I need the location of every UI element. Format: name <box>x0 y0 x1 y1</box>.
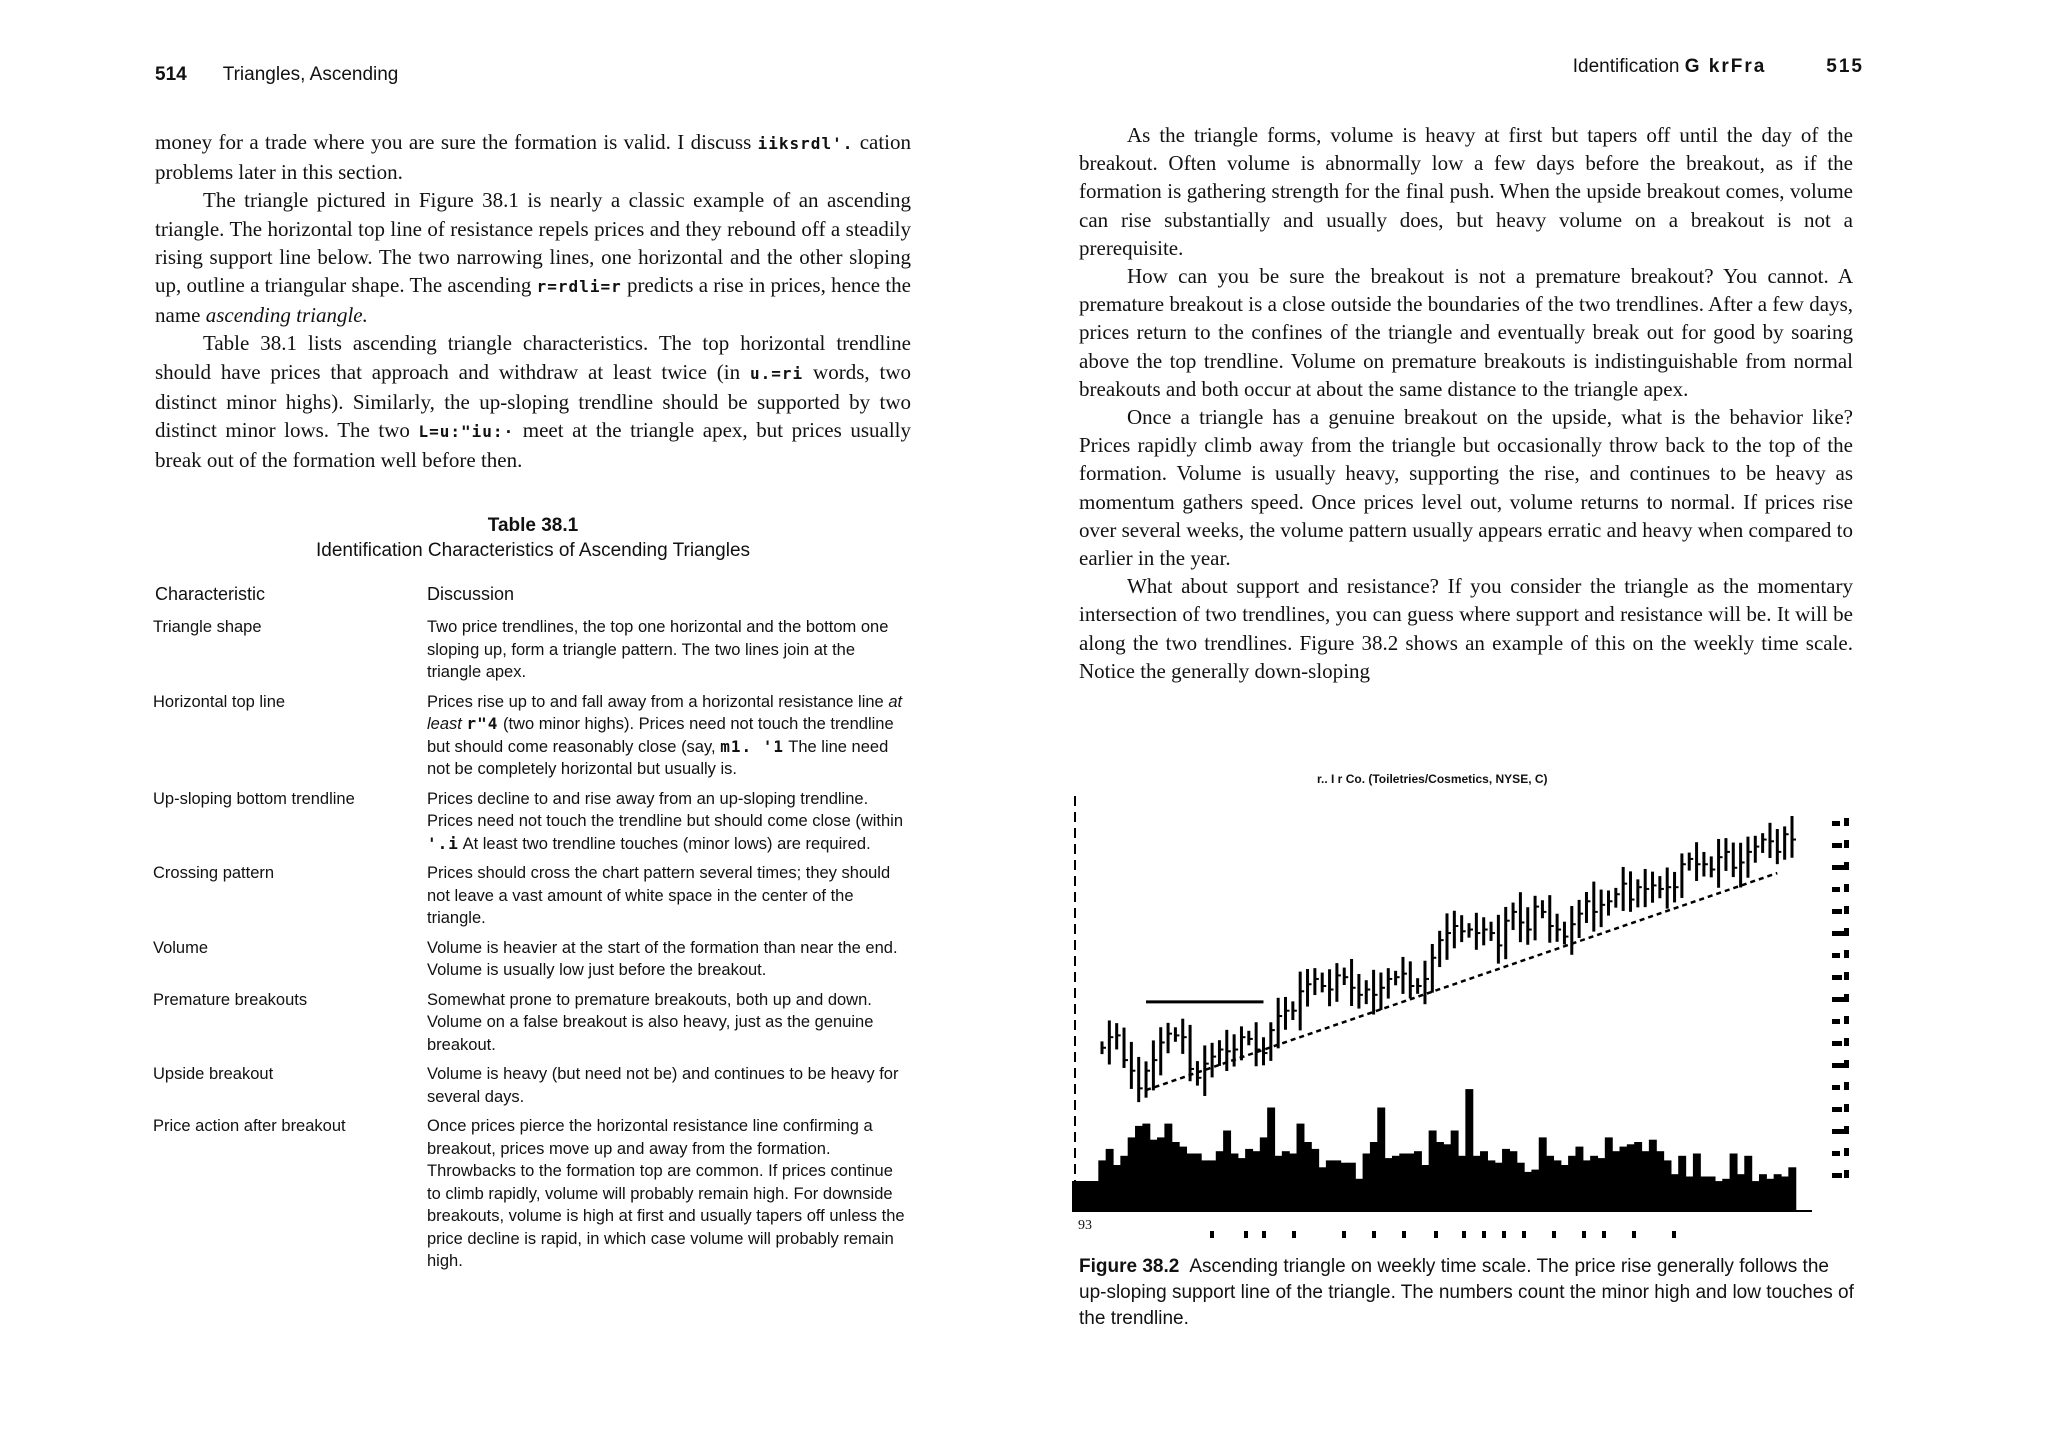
x-axis-tick-label <box>1244 1231 1248 1238</box>
volume-bar <box>1392 1156 1400 1211</box>
table-cell-characteristic: Horizontal top line <box>153 692 286 711</box>
table-cell-characteristic: Upside breakout <box>153 1065 274 1083</box>
volume-bar <box>1656 1151 1664 1211</box>
volume-bar <box>1509 1151 1517 1211</box>
volume-bar <box>1172 1142 1180 1211</box>
table-cell-discussion <box>427 691 905 781</box>
y-axis-tick-label <box>1844 1170 1849 1178</box>
y-axis-tick-label <box>1832 1041 1842 1046</box>
paragraph <box>155 329 911 474</box>
volume-bar <box>1429 1131 1437 1212</box>
y-axis-tick-label <box>1832 843 1842 848</box>
volume-bar <box>1546 1156 1554 1211</box>
table-row <box>153 1115 913 1273</box>
text-run: Prices rise up to and fall away from a horizontal resistance line <box>427 692 889 711</box>
x-axis-tick-label <box>1602 1231 1606 1238</box>
y-axis-tick-label <box>1832 1173 1842 1178</box>
paragraph <box>155 128 911 186</box>
garbled-glyphs: m1. '1 <box>720 736 784 756</box>
volume-bar <box>1399 1154 1407 1212</box>
text-run: words, two distinct minor highs). Similarly, the up-sloping trendline should be supported by two distinct minor lows. The two <box>155 359 911 443</box>
volume-bar <box>1759 1174 1767 1211</box>
text-run: The triangle pictured in Figure 38.1 is nearly a classic example of an ascending triangle. The horizontal top line of resistance repels prices and they rebound off a steadily rising support line below. The two narrowing lines, one horizontal and the other sloping up, outline a triangular shape. The ascending <box>155 188 911 298</box>
volume-bar <box>1216 1151 1224 1211</box>
volume-bar <box>1495 1163 1503 1211</box>
x-axis-tick-label <box>1342 1231 1346 1238</box>
volume-bar <box>1150 1140 1158 1211</box>
table-cell-characteristic: Crossing pattern <box>153 864 275 882</box>
volume-bar <box>1737 1174 1745 1211</box>
y-axis-tick-label <box>1844 840 1849 848</box>
y-axis-tick-label <box>1844 972 1849 980</box>
page-number: 514 <box>155 64 187 85</box>
italic-text: at least <box>427 692 903 733</box>
text-run: At least two trendline touches (minor lows) are required. <box>458 834 871 853</box>
x-axis-tick-label <box>1482 1231 1486 1238</box>
volume-bar <box>1649 1140 1657 1211</box>
volume-bar <box>1385 1158 1393 1211</box>
volume-bar <box>1113 1165 1121 1211</box>
characteristics-table <box>153 616 913 1280</box>
y-axis-tick-label <box>1832 909 1842 914</box>
garbled-glyphs: iiksrdl'. <box>757 134 854 153</box>
text-run: Volume is heavier at the start of the formation than near the end. Volume is usually low just before the breakout. <box>427 938 898 979</box>
volume-bar <box>1282 1151 1290 1211</box>
y-axis-tick-label <box>1844 1126 1849 1134</box>
table-caption <box>155 513 911 563</box>
y-axis-tick-label <box>1832 1107 1842 1112</box>
table-row <box>153 788 913 856</box>
table-cell-discussion <box>427 862 905 930</box>
text-run: How can you be sure the breakout is not a premature breakout? You cannot. A premature breakout is a close outside the boundaries of the two trendlines. After a few days, prices return to the confines of the triangle and eventually break out for good by soaring above the top trendline. Volume on premature breakouts is indistinguishable from normal breakouts and both occur at about the same distance to the triangle apex. <box>1079 264 1853 401</box>
volume-bar <box>1788 1167 1796 1211</box>
table-cell-characteristic: Price action after breakout <box>153 1117 346 1135</box>
paragraph <box>1079 572 1853 685</box>
volume-bar <box>1355 1179 1363 1211</box>
table-row <box>153 937 913 982</box>
body-text-right <box>1079 121 1853 685</box>
text-run: money for a trade where you are sure the formation is valid. I discuss <box>155 130 758 154</box>
text-run: Volume is heavy (but need not be) and continues to be heavy for several days. <box>427 1065 899 1106</box>
text-run: What about support and resistance? If you consider the triangle as the momentary intersection of two trendlines, you can guess where support and resistance will be. It will be along the two trendlines. Figure 38.2 shows an example of this on the weekly time scale. Notice the generally down-sloping <box>1079 574 1853 683</box>
price-volume-chart <box>1072 766 1872 1246</box>
volume-bar <box>1267 1108 1275 1212</box>
table-row <box>153 616 913 684</box>
volume-bar <box>1722 1179 1730 1211</box>
volume-bar <box>1524 1172 1532 1211</box>
volume-bar <box>1245 1149 1253 1211</box>
y-axis-tick-label <box>1832 1151 1840 1156</box>
volume-bar <box>1597 1158 1605 1211</box>
paragraph <box>1079 121 1853 262</box>
x-axis-tick-label <box>1210 1231 1214 1238</box>
volume-bar <box>1208 1160 1216 1211</box>
y-axis-tick-label <box>1832 1085 1840 1090</box>
right-page <box>1024 0 2048 1447</box>
volume-bar <box>1414 1151 1422 1211</box>
volume-bar <box>1260 1137 1268 1211</box>
volume-bar <box>1451 1131 1459 1212</box>
volume-bar <box>1106 1149 1114 1211</box>
table-cell-discussion <box>427 616 905 684</box>
volume-bar <box>1583 1160 1591 1211</box>
y-axis-tick-label <box>1844 1060 1849 1068</box>
paragraph <box>1079 403 1853 572</box>
running-head-title: Identification <box>1572 56 1680 77</box>
volume-bar <box>1531 1170 1539 1211</box>
volume-bar <box>1333 1160 1341 1211</box>
volume-bar <box>1620 1147 1628 1211</box>
y-axis-tick-label <box>1832 1063 1844 1068</box>
volume-bar <box>1553 1160 1561 1211</box>
table-cell-characteristic: Volume <box>153 938 209 957</box>
volume-bar <box>1502 1149 1510 1211</box>
volume-bar <box>1186 1154 1194 1212</box>
y-axis-tick-label <box>1832 931 1844 936</box>
table-cell-discussion <box>427 788 905 856</box>
y-axis-tick-label <box>1844 862 1849 870</box>
volume-bar <box>1072 1181 1102 1211</box>
volume-bar <box>1304 1142 1312 1211</box>
table-cell-characteristic: Triangle shape <box>153 618 262 636</box>
volume-bar <box>1539 1137 1547 1211</box>
x-axis-tick-label <box>1672 1231 1676 1238</box>
volume-bar <box>1128 1137 1136 1211</box>
volume-bar <box>1348 1163 1356 1211</box>
volume-bar <box>1341 1163 1349 1211</box>
volume-bar <box>1120 1156 1128 1211</box>
x-axis-tick-label <box>1552 1231 1556 1238</box>
running-head-right <box>1573 56 1864 78</box>
text-run: Prices decline to and rise away from an up-sloping trendline. Prices need not touch the trendline but should come close (within <box>427 789 904 830</box>
garbled-glyphs: '.i <box>427 833 459 853</box>
volume-bar <box>1465 1089 1473 1211</box>
volume-bar <box>1671 1174 1679 1211</box>
garbled-glyphs: u.=ri <box>749 363 804 383</box>
volume-bar <box>1480 1151 1488 1211</box>
volume-bar <box>1311 1149 1319 1211</box>
x-axis-tick-label <box>1632 1231 1636 1238</box>
volume-bar <box>1627 1144 1635 1211</box>
running-head-left <box>155 64 398 86</box>
text-run: The line need not be completely horizontal but usually is. <box>427 737 889 778</box>
chart-title-text: Co. (Toiletries/Cosmetics, NYSE, C) <box>1345 772 1548 786</box>
text-run: Table 38.1 lists ascending triangle characteristics. The top horizontal trendline should have prices that approach and withdraw at least twice (in <box>155 331 911 384</box>
text-run: Somewhat prone to premature breakouts, both up and down. Volume on a false breakout is also heavy, just as the genuine breakout. <box>427 990 874 1054</box>
chart-title <box>1317 772 1548 786</box>
volume-bar <box>1436 1142 1444 1211</box>
volume-bar <box>1370 1142 1378 1211</box>
text-run: predicts a rise in prices, hence the name <box>155 273 911 328</box>
x-axis-start-label: 93 <box>1078 1218 1092 1233</box>
volume-bar <box>1326 1160 1334 1211</box>
italic-text: ascending triangle. <box>205 303 368 328</box>
table-header-characteristic: Characteristic <box>155 584 266 604</box>
table-title: Identification Characteristics of Ascending Triangles <box>315 540 751 561</box>
x-axis-tick-label <box>1372 1231 1376 1238</box>
y-axis-tick-label <box>1832 1019 1840 1024</box>
volume-bar <box>1142 1124 1150 1211</box>
y-axis-tick-label <box>1832 997 1844 1002</box>
table-cell-characteristic: Premature breakouts <box>153 990 308 1009</box>
volume-bar <box>1230 1154 1238 1212</box>
x-axis-tick-label <box>1462 1231 1466 1238</box>
x-axis-tick-label <box>1262 1231 1266 1238</box>
running-head-garbled: G krFra <box>1684 56 1767 77</box>
figure-caption-text: Ascending triangle on weekly time scale. The price rise generally follows the up-sloping support line of the triangle. The numbers count the minor high and low touches of the trendline. <box>1079 1256 1854 1329</box>
y-axis-tick-label <box>1844 1082 1849 1090</box>
table-row <box>153 862 913 930</box>
volume-bar <box>1377 1108 1385 1212</box>
volume-bar <box>1363 1154 1371 1212</box>
text-run: cation problems later in this section. <box>155 130 912 185</box>
text-run: As the triangle forms, volume is heavy at first but tapers off until the day of the breakout. Often volume is abnormally low a few days before the breakout, as if the formation is gathering strength for the final push. When the upside breakout comes, volume can rise substantially and usually does, but heavy volume on a breakout is not a prerequisite. <box>1079 123 1853 260</box>
paragraph <box>1079 262 1853 403</box>
volume-bar <box>1443 1144 1451 1211</box>
garbled-glyphs: r"4 <box>466 714 499 733</box>
table-row <box>153 691 913 781</box>
volume-bar <box>1590 1156 1598 1211</box>
volume-bar <box>1473 1156 1481 1211</box>
volume-bar <box>1201 1160 1209 1211</box>
volume-bar <box>1605 1137 1613 1211</box>
volume-bar <box>1223 1131 1231 1212</box>
volume-bar <box>1642 1151 1650 1211</box>
volume-bar <box>1568 1156 1576 1211</box>
volume-bar <box>1634 1142 1642 1211</box>
body-text-left <box>155 128 911 474</box>
figure-number: Figure 38.2 <box>1079 1256 1180 1277</box>
y-axis-tick-label <box>1832 865 1844 870</box>
volume-bar <box>1252 1151 1260 1211</box>
volume-bar <box>1752 1181 1760 1211</box>
garbled-glyphs: L=u:"iu:· <box>418 422 515 442</box>
volume-bar <box>1708 1177 1716 1212</box>
table-cell-discussion <box>427 989 905 1057</box>
volume-bar <box>1715 1181 1723 1211</box>
volume-bar <box>1730 1154 1738 1212</box>
volume-bar <box>1297 1124 1305 1211</box>
y-axis-tick-label <box>1844 1016 1849 1024</box>
volume-bar <box>1664 1160 1672 1211</box>
volume-bar <box>1194 1154 1202 1212</box>
volume-bar <box>1487 1160 1495 1211</box>
table-cell-characteristic: Up-sloping bottom trendline <box>153 789 355 808</box>
x-axis-tick-label <box>1292 1231 1296 1238</box>
volume-bar <box>1275 1156 1283 1211</box>
volume-bar <box>1135 1126 1143 1211</box>
y-axis-tick-label <box>1844 884 1849 892</box>
volume-bar <box>1289 1154 1297 1212</box>
volume-bar <box>1781 1177 1789 1212</box>
y-axis-tick-label <box>1832 1129 1844 1134</box>
y-axis-tick-label <box>1844 1104 1849 1112</box>
y-axis-tick-label <box>1844 994 1849 1002</box>
x-axis-tick-label <box>1402 1231 1406 1238</box>
garbled-glyphs: r=rdli=r <box>536 277 622 297</box>
volume-bar <box>1766 1179 1774 1211</box>
y-axis-tick-label <box>1844 1148 1849 1156</box>
x-axis-tick-label <box>1502 1231 1506 1238</box>
volume-bar <box>1157 1137 1165 1211</box>
volume-bar <box>1686 1177 1694 1212</box>
volume-bar <box>1612 1151 1620 1211</box>
y-axis-tick-label <box>1844 928 1849 936</box>
volume-bar <box>1575 1147 1583 1211</box>
volume-bar <box>1744 1156 1752 1211</box>
text-run: Once a triangle has a genuine breakout on the upside, what is the behavior like? Prices rapidly climb away from the triangle but occasionally throw back to the top of the formation. Volume is usually heavy, supporting the rise, and continues to be heavy as momentum gathers speed. Once prices level out, volume returns to normal. If prices rise over several weeks, the volume pattern usually appears erratic and heavy when compared to earlier in the year. <box>1079 405 1853 571</box>
table-cell-discussion <box>427 937 905 982</box>
y-axis-tick-label <box>1832 953 1840 958</box>
volume-bar <box>1319 1167 1327 1211</box>
figure-caption <box>1079 1254 1859 1332</box>
volume-bar <box>1407 1154 1415 1212</box>
volume-bar <box>1517 1163 1525 1211</box>
table-cell-discussion <box>427 1115 905 1273</box>
table-cell-discussion <box>427 1063 905 1108</box>
table-row <box>153 989 913 1057</box>
x-axis-tick-label <box>1522 1231 1526 1238</box>
text-run: Once prices pierce the horizontal resistance line confirming a breakout, prices move up and away from the formation. Throwbacks to the formation top are common. If prices continue to climb rapidly, volume will probably remain high. For downside breakouts, volume is high at first and usually tapers off unless the price decline is rapid, in which case volume will probably remain high. <box>427 1117 905 1270</box>
text-run: (two minor highs). Prices need not touch the trendline but should come reasonably close (say, <box>427 715 894 756</box>
x-axis-tick-label <box>1582 1231 1586 1238</box>
y-axis-tick-label <box>1832 821 1840 826</box>
table-header-discussion: Discussion <box>427 584 515 604</box>
table-row <box>153 1063 913 1108</box>
running-head-title: Triangles, Ascending <box>222 64 399 85</box>
text-run: Prices should cross the chart pattern several times; they should not leave a vast amount of white space in the center of the triangle. <box>427 864 891 927</box>
chart-svg <box>1072 766 1872 1246</box>
volume-bar <box>1164 1124 1172 1211</box>
volume-bar <box>1693 1154 1701 1212</box>
volume-bar <box>1774 1174 1782 1211</box>
chart-title-garbled: r.. I r <box>1317 772 1343 786</box>
text-run: meet at the triangle apex, but prices usually break out of the formation well before then. <box>155 418 911 473</box>
y-axis-tick-label <box>1844 906 1849 914</box>
y-axis-tick-label <box>1844 818 1849 826</box>
volume-bar <box>1678 1156 1686 1211</box>
table-number: Table 38.1 <box>487 515 579 536</box>
y-axis-tick-label <box>1832 975 1842 980</box>
x-axis-tick-label <box>1434 1231 1438 1238</box>
volume-bar <box>1561 1165 1569 1211</box>
y-axis-tick-label <box>1844 950 1849 958</box>
volume-bar <box>1179 1147 1187 1211</box>
y-axis-tick-label <box>1844 1038 1849 1046</box>
volume-bar <box>1238 1158 1246 1211</box>
volume-bar <box>1421 1165 1429 1211</box>
volume-bar <box>1458 1156 1466 1211</box>
text-run: Two price trendlines, the top one horizontal and the bottom one sloping up, form a triangle pattern. The two lines join at the triangle apex. <box>427 618 889 681</box>
volume-bar <box>1700 1177 1708 1212</box>
page-number: 515 <box>1826 56 1864 77</box>
paragraph <box>155 186 911 329</box>
y-axis-tick-label <box>1832 887 1840 892</box>
support-trendline <box>1146 873 1777 1090</box>
